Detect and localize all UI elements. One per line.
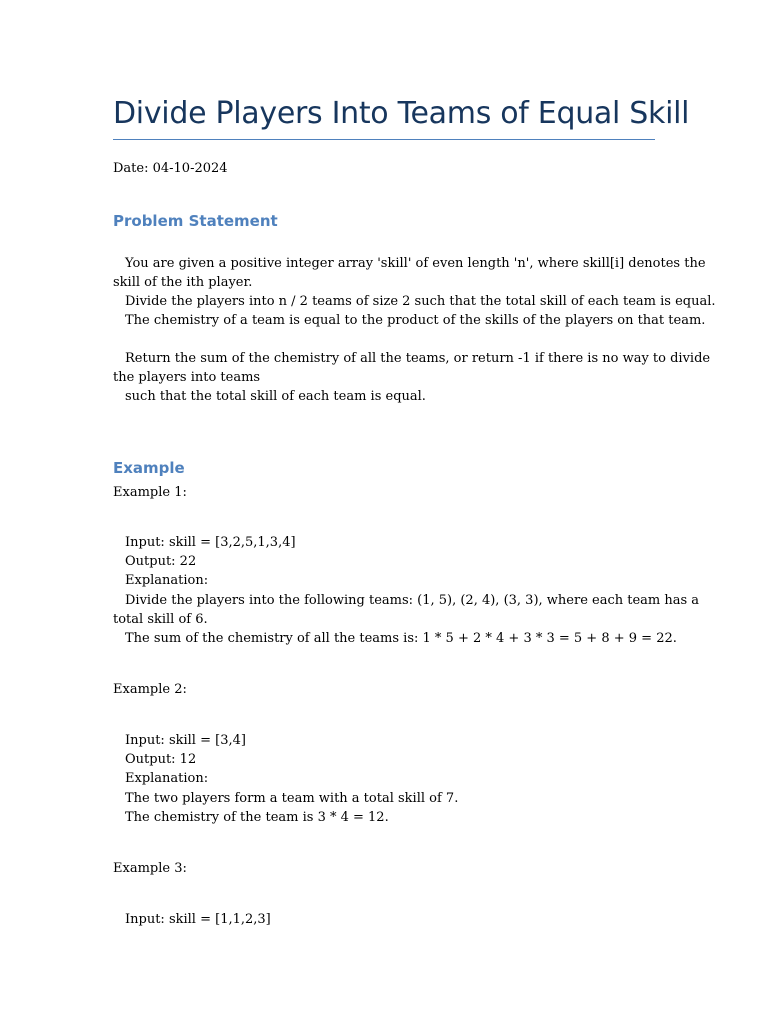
problem-line: Divide the players into n / 2 teams of size 2 such that the total skill of each team is equal. — [125, 294, 716, 309]
example-line: Output: 12 — [125, 752, 197, 767]
example-line: The chemistry of the team is 3 * 4 = 12. — [125, 810, 389, 825]
document-title: Divide Players Into Teams of Equal Skill — [113, 96, 690, 131]
title-underline — [113, 139, 655, 140]
example-label: Example 3: — [113, 861, 187, 876]
example-line: Input: skill = [3,2,5,1,3,4] — [125, 535, 296, 550]
example-line: Input: skill = [1,1,2,3] — [125, 912, 271, 927]
example-line: total skill of 6. — [113, 612, 208, 627]
example-line: Divide the players into the following teams: (1, 5), (2, 4), (3, 3), where each team has a — [125, 593, 700, 608]
example-line: Explanation: — [125, 573, 209, 588]
problem-line: such that the total skill of each team is equal. — [125, 389, 426, 404]
problem-line: Return the sum of the chemistry of all the teams, or return -1 if there is no way to divide — [125, 351, 711, 366]
problem-line: You are given a positive integer array 'skill' of even length 'n', where skill[i] denotes the — [125, 256, 706, 271]
problem-line: skill of the ith player. — [113, 275, 253, 290]
problem-statement-heading: Problem Statement — [113, 212, 278, 230]
problem-line: the players into teams — [113, 370, 261, 385]
example-label: Example 1: — [113, 485, 187, 500]
document-date: Date: 04-10-2024 — [113, 161, 228, 176]
example-line: The sum of the chemistry of all the teams is: 1 * 5 + 2 * 4 + 3 * 3 = 5 + 8 + 9 = 22. — [125, 631, 677, 646]
example-line: Explanation: — [125, 771, 209, 786]
example-line: Output: 22 — [125, 554, 197, 569]
problem-line: The chemistry of a team is equal to the product of the skills of the players on that team. — [125, 313, 706, 328]
example-line: The two players form a team with a total skill of 7. — [125, 791, 459, 806]
example-line: Input: skill = [3,4] — [125, 733, 246, 748]
example-heading: Example — [113, 459, 185, 477]
example-label: Example 2: — [113, 682, 187, 697]
